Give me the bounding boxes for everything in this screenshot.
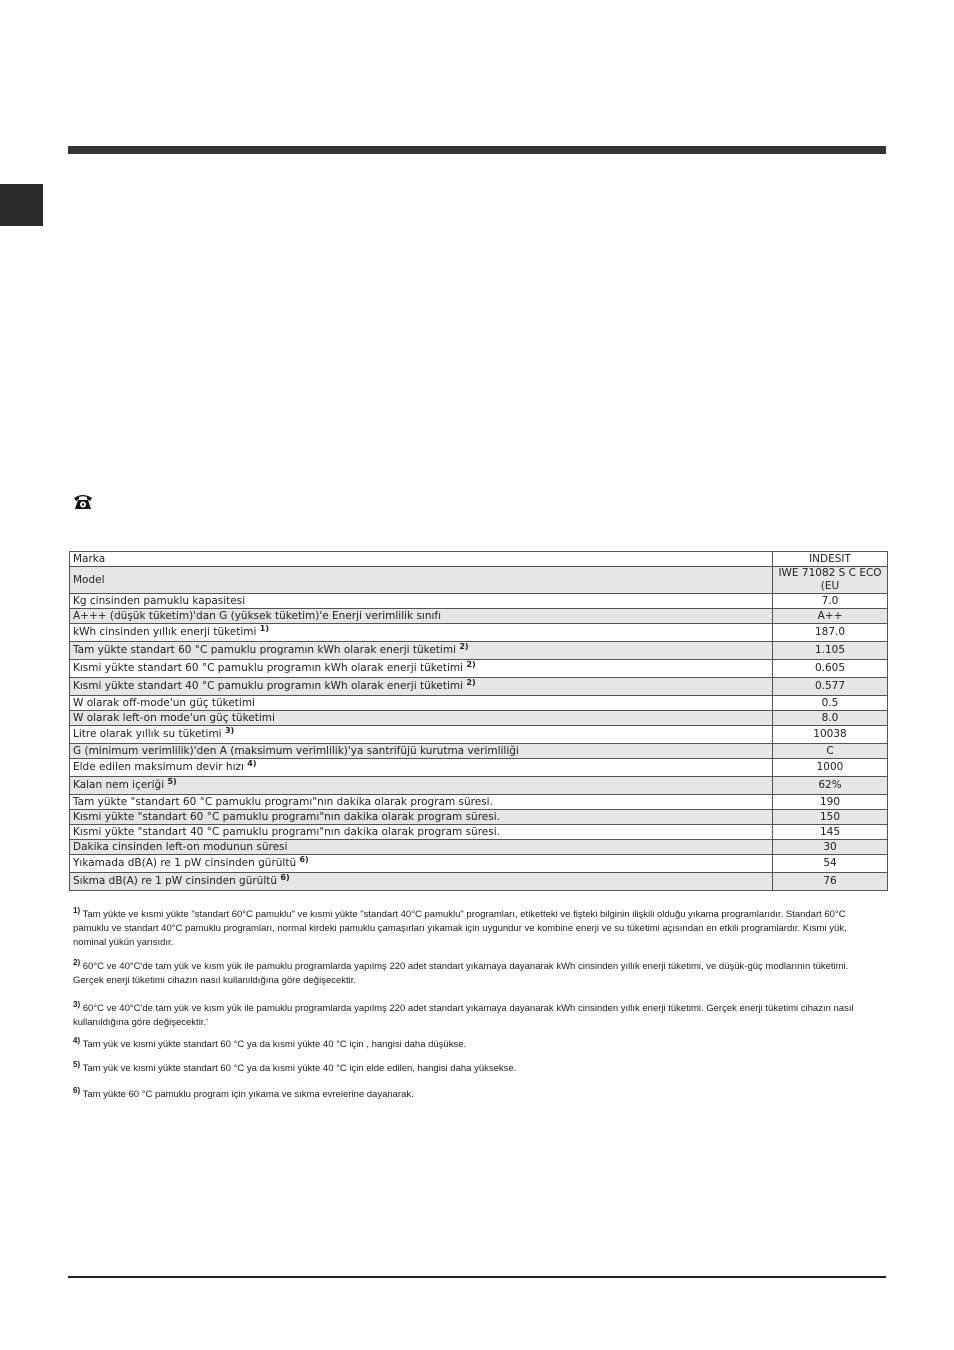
footnote-number: 1) xyxy=(73,906,81,915)
table-row xyxy=(70,726,888,744)
table-row xyxy=(70,609,888,624)
table-row xyxy=(70,810,888,825)
spec-value: C xyxy=(773,744,888,759)
spec-value: 10038 xyxy=(773,726,888,744)
spec-label: Litre olarak yıllık su tüketimi $^{3)}$ xyxy=(70,726,773,744)
spec-value: 30 xyxy=(773,840,888,855)
footnote-ref: 1) xyxy=(259,624,270,633)
footnote-text: Tam yük ve kısmi yükte standart 60 °C ya da kısmi yükte 40 °C için elde edilen, hangisi daha yüksekse. xyxy=(82,1063,517,1074)
spec-value: 7.0 xyxy=(773,594,888,609)
spec-value: 0.605 xyxy=(773,660,888,678)
table-row xyxy=(70,795,888,810)
spec-label: Elde edilen maksimum devir hızı $^{4)}$ xyxy=(70,759,773,777)
footnote xyxy=(73,1002,881,1030)
footnote-ref: 5) xyxy=(167,777,177,786)
table-row xyxy=(70,759,888,777)
spec-label: Kısmi yükte standart 40 °C pamuklu programın kWh olarak enerji tüketimi $^{2)}$ xyxy=(70,678,773,696)
spec-label: Kalan nem içeriği $^{5)}$ xyxy=(70,777,773,795)
footnote xyxy=(73,908,881,950)
footnote-text: Tam yükte 60 °C pamuklu program için yıkama ve sıkma evrelerine dayanarak. xyxy=(82,1089,414,1100)
spec-label: A+++ (düşük tüketim)'dan G (yüksek tüketim)'e Enerji verimlilik sınıfı xyxy=(70,609,773,624)
table-row xyxy=(70,873,888,891)
spec-label: Kısmi yükte "standart 40 °C pamuklu programı"nın dakika olarak program süresi. xyxy=(70,825,773,840)
spec-label: Model xyxy=(70,567,773,594)
spec-label: kWh cinsinden yıllık enerji tüketimi $^{1)}$ xyxy=(70,624,773,642)
table-row xyxy=(70,678,888,696)
spec-label: Sıkma dB(A) re 1 pW cinsinden gürültü $^{6)}$ xyxy=(70,873,773,891)
spec-label: Marka xyxy=(70,552,773,567)
table-row xyxy=(70,744,888,759)
footnote-ref: 2) xyxy=(466,678,476,687)
table-row xyxy=(70,642,888,660)
spec-value: 1.105 xyxy=(773,642,888,660)
spec-value: 76 xyxy=(773,873,888,891)
spec-value: 190 xyxy=(773,795,888,810)
telephone-icon xyxy=(72,491,94,511)
footnote-ref: 6) xyxy=(299,855,309,864)
table-row xyxy=(70,552,888,567)
spec-value: 150 xyxy=(773,810,888,825)
spec-label: Tam yükte standart 60 °C pamuklu programın kWh olarak enerji tüketimi $^{2)}$ xyxy=(70,642,773,660)
spec-label: W olarak off-mode'un güç tüketimi xyxy=(70,696,773,711)
table-row xyxy=(70,567,888,594)
footnote xyxy=(73,1062,881,1076)
footnote-text: 60°C ve 40°C'de tam yük ve kısm yük ile pamuklu programlarda yapılmş 220 adet standart yıkamaya dayanarak kWh cinsinden yıllık enerji tüketimi. Gerçek enerji tüketimi cihazın nasıl kullanıldığına göre değişecektir.' xyxy=(73,1003,854,1028)
footnote xyxy=(73,1088,881,1102)
spec-value: 187.0 xyxy=(773,624,888,642)
spec-value: 54 xyxy=(773,855,888,873)
footnote-text: Tam yükte ve kısmi yükte "standart 60°C pamuklu" ve kısmi yükte "standart 40°C pamuklu" programları, etiketteki ve fişteki bilginin ilişkili olduğu yıkama programlarıdır. Standart 60°C pamuklu ve standart 40°C pamuklu programları, normal kirdeki pamuklu çamaşırları yıkamak için uygundur ve kombine enerji ve su tüketimi açısından en etkili programlardır. Kısmi yük, nominal yükün yarısıdır. xyxy=(73,909,847,948)
spec-value: A++ xyxy=(773,609,888,624)
table-row xyxy=(70,660,888,678)
spec-value: 8.0 xyxy=(773,711,888,726)
table-row xyxy=(70,825,888,840)
spec-label: Kısmi yükte standart 60 °C pamuklu programın kWh olarak enerji tüketimi $^{2)}$ xyxy=(70,660,773,678)
footnote xyxy=(73,960,881,988)
table-row xyxy=(70,777,888,795)
table-row xyxy=(70,840,888,855)
spec-value: 1000 xyxy=(773,759,888,777)
spec-value: 145 xyxy=(773,825,888,840)
footnote-ref: 6) xyxy=(280,873,290,882)
footnote-ref: 2) xyxy=(466,660,476,669)
footnote xyxy=(73,1038,881,1052)
footnote-number: 5) xyxy=(73,1060,81,1069)
spec-value: 62% xyxy=(773,777,888,795)
table-row xyxy=(70,711,888,726)
spec-label: Dakika cinsinden left-on modunun süresi xyxy=(70,840,773,855)
spec-value: IWE 71082 S C ECO (EU xyxy=(773,567,888,594)
spec-value: 0.5 xyxy=(773,696,888,711)
footnote-number: 2) xyxy=(73,958,81,967)
spec-label: W olarak left-on mode'un güç tüketimi xyxy=(70,711,773,726)
spec-value: INDESIT xyxy=(773,552,888,567)
spec-label: Tam yükte "standart 60 °C pamuklu programı"nın dakika olarak program süresi. xyxy=(70,795,773,810)
footer-rule xyxy=(68,1276,886,1278)
spec-label: Yıkamada dB(A) re 1 pW cinsinden gürültü $^{6)}$ xyxy=(70,855,773,873)
table-row xyxy=(70,696,888,711)
footnote-number: 6) xyxy=(73,1086,81,1095)
footnote-ref: 4) xyxy=(247,759,257,768)
footnote-text: Tam yük ve kısmi yükte standart 60 °C ya da kısmi yükte 40 °C için , hangisi daha düşükse. xyxy=(82,1039,467,1050)
table-row xyxy=(70,624,888,642)
language-tab-marker xyxy=(0,184,43,226)
footnote-number: 3) xyxy=(73,1000,81,1009)
spec-label: Kısmi yükte "standart 60 °C pamuklu programı"nın dakika olarak program süresi. xyxy=(70,810,773,825)
spec-label: Kg cinsinden pamuklu kapasitesi xyxy=(70,594,773,609)
product-fiche-table xyxy=(69,551,888,891)
footnote-ref: 3) xyxy=(224,726,235,735)
header-rule xyxy=(68,146,886,154)
table-row xyxy=(70,594,888,609)
table-row xyxy=(70,855,888,873)
spec-value: 0.577 xyxy=(773,678,888,696)
footnote-number: 4) xyxy=(73,1036,81,1045)
spec-label: G (minimum verimlilik)'den A (maksimum verimlilik)'ya santrifüjü kurutma verimliliği xyxy=(70,744,773,759)
footnote-text: 60°C ve 40°C'de tam yük ve kısm yük ile pamuklu programlarda yapılmş 220 adet standart yıkamaya dayanarak kWh cinsinden yıllık enerji tüketimi, ve düşük-güç modlarının tüketimi. Gerçek enerji tüketimi cihazın nasıl kullanıldığına göre değişecektir. xyxy=(73,961,849,986)
footnote-ref: 2) xyxy=(459,642,469,651)
